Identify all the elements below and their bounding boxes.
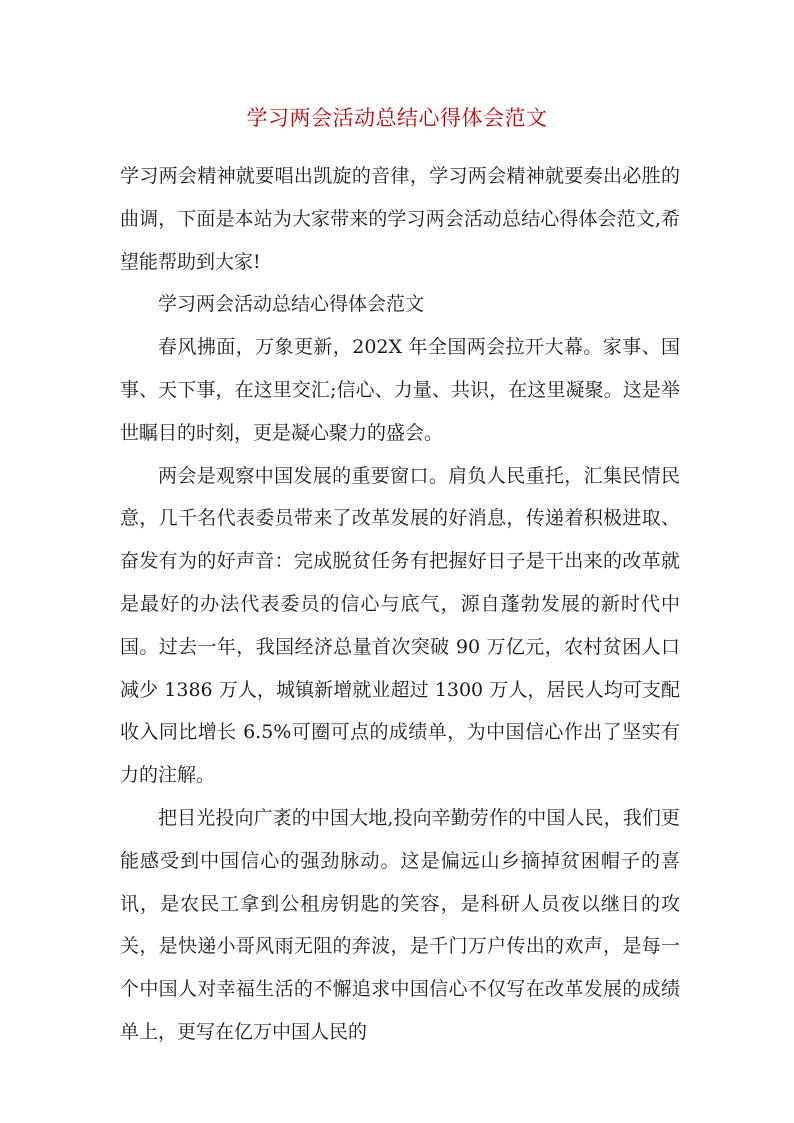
body-paragraph: 春风拂面，万象更新，202X 年全国两会拉开大幕。家事、国事、天下事，在这里交汇;信心、力量、共识，在这里凝聚。这是举世瞩目的时刻，更是凝心聚力的盛会。 <box>120 336 680 444</box>
intro-paragraph: 学习两会精神就要唱出凯旋的音律，学习两会精神就要奏出必胜的曲调，下面是本站为大家带来的学习两会活动总结心得体会范文,希望能帮助到大家! <box>120 165 680 273</box>
document-title: 学习两会活动总结心得体会范文 <box>246 106 548 130</box>
body-paragraph: 把目光投向广袤的中国大地,投向辛勤劳作的中国人民，我们更能感受到中国信心的强劲脉动。这是偏远山乡摘掉贫困帽子的喜讯，是农民工拿到公租房钥匙的笑容，是科研人员夜以继日的攻关，是快递小哥风雨无阻的奔波，是千门万户传出的欢声，是每一个中国人对幸福生活的不懈追求中国信心不仅写在改革发展的成绩单上，更写在亿万中国人民的 <box>120 806 680 1043</box>
document-body <box>120 155 680 1054</box>
section-heading: 学习两会活动总结心得体会范文 <box>158 293 425 316</box>
body-paragraph: 两会是观察中国发展的重要窗口。肩负人民重托，汇集民情民意，几千名代表委员带来了改革发展的好消息，传递着积极进取、奋发有为的好声音：完成脱贫任务有把握好日子是干出来的改革就是最好的办法代表委员的信心与底气，源自蓬勃发展的新时代中国。过去一年，我国经济总量首次突破 90 万亿元，农村贫困人口减少 1386 万人，城镇新增就业超过 1300 万人，居民人均可支配收入同比增长 6.5%可圈可点的成绩单，为中国信心作出了坚实有力的注解。 <box>120 464 680 787</box>
